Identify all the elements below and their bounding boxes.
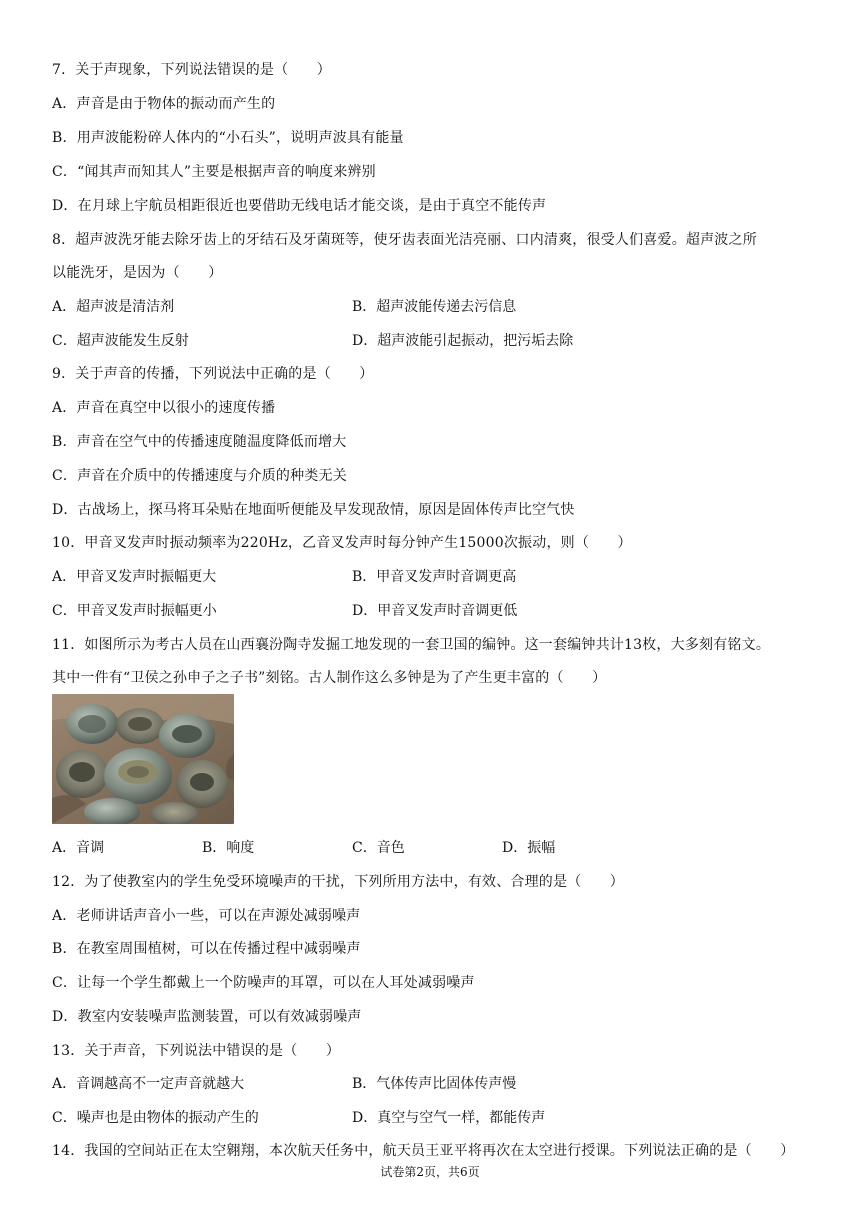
question-13-options-row1 (52, 1074, 812, 1094)
question-8-stem-line2: 以能洗牙，是因为（ ） (52, 265, 223, 281)
question-13-option-c: C．噪声也是由物体的振动产生的 (52, 1110, 259, 1126)
question-11-option-b: B．响度 (202, 840, 255, 856)
question-7-option-a: A．声音是由于物体的振动而产生的 (52, 96, 276, 112)
question-9-option-a: A．声音在真空中以很小的速度传播 (52, 400, 276, 416)
question-12-option-d: D．教室内安装噪声监测装置，可以有效减弱噪声 (52, 1009, 362, 1025)
question-9-stem: 9．关于声音的传播，下列说法中正确的是（ ） (52, 366, 374, 382)
page-footer: 试卷第2页，共6页 (380, 1165, 480, 1179)
question-11-stem-line1: 11．如图所示为考古人员在山西襄汾陶寺发掘工地发现的一套卫国的编钟。这一套编钟共计13枚，大多刻有铭文。 (52, 637, 771, 653)
question-9-option-d: D．古战场上，探马将耳朵贴在地面听便能及早发现敌情，原因是固体传声比空气快 (52, 502, 575, 518)
question-13-options-row2 (52, 1108, 812, 1128)
question-13-option-d: D．真空与空气一样，都能传声 (352, 1110, 546, 1126)
question-8-stem-line1: 8．超声波洗牙能去除牙齿上的牙结石及牙菌斑等，使牙齿表面光洁亮丽、口内清爽，很受人们喜爱。超声波之所 (52, 232, 757, 248)
question-13-option-a: A．音调越高不一定声音就越大 (52, 1076, 245, 1092)
question-10-option-b: B．甲音叉发声时音调更高 (352, 569, 517, 585)
question-9-option-b: B．声音在空气中的传播速度随温度降低而增大 (52, 434, 347, 450)
question-11-option-a: A．音调 (52, 840, 105, 856)
question-9-option-c: C．声音在介质中的传播速度与介质的种类无关 (52, 468, 347, 484)
question-10-option-d: D．甲音叉发声时音调更低 (352, 603, 518, 619)
question-12-option-c: C．让每一个学生都戴上一个防噪声的耳罩，可以在人耳处减弱噪声 (52, 975, 475, 991)
question-10-option-c: C．甲音叉发声时振幅更小 (52, 603, 217, 619)
question-12-stem: 12．为了使教室内的学生免受环境噪声的干扰，下列所用方法中，有效、合理的是（ ） (52, 874, 625, 890)
question-14-stem: 14．我国的空间站正在太空翱翔，本次航天任务中，航天员王亚平将再次在太空进行授课。下列说法正确的是（ ） (52, 1143, 795, 1159)
bronze-bells-photo (52, 694, 234, 824)
question-7-option-b: B．用声波能粉碎人体内的“小石头”，说明声波具有能量 (52, 130, 404, 146)
question-10-options-row2 (52, 601, 812, 621)
question-10-options-row1 (52, 567, 812, 587)
question-10-stem: 10．甲音叉发声时振动频率为220Hz，乙音叉发声时每分钟产生15000次振动，则（ ） (52, 535, 632, 551)
question-13-stem: 13．关于声音，下列说法中错误的是（ ） (52, 1043, 341, 1059)
question-8-options-row1 (52, 297, 812, 317)
question-13-option-b: B．气体传声比固体传声慢 (352, 1076, 517, 1092)
question-8-option-d: D．超声波能引起振动，把污垢去除 (352, 333, 574, 349)
question-7-option-d: D．在月球上宇航员相距很近也要借助无线电话才能交谈，是由于真空不能传声 (52, 198, 547, 214)
question-12-option-b: B．在教室周围植树，可以在传播过程中减弱噪声 (52, 941, 361, 957)
question-8-option-b: B．超声波能传递去污信息 (352, 299, 517, 315)
question-11-option-d: D．振幅 (502, 840, 556, 856)
question-11-options-row (52, 838, 812, 858)
question-7-stem: 7．关于声现象，下列说法错误的是（ ） (52, 62, 331, 78)
question-11-stem-line2: 其中一件有“卫侯之孙申子之子书”刻铭。古人制作这么多钟是为了产生更丰富的（ ） (52, 670, 607, 686)
question-10-option-a: A．甲音叉发声时振幅更大 (52, 569, 217, 585)
question-8-options-row2 (52, 331, 812, 351)
question-8-option-c: C．超声波能发生反射 (52, 333, 189, 349)
question-11-option-c: C．音色 (352, 840, 405, 856)
question-8-option-a: A．超声波是清洁剂 (52, 299, 175, 315)
question-12-option-a: A．老师讲话声音小一些，可以在声源处减弱噪声 (52, 908, 361, 924)
question-7-option-c: C．“闻其声而知其人”主要是根据声音的响度来辨别 (52, 164, 376, 180)
